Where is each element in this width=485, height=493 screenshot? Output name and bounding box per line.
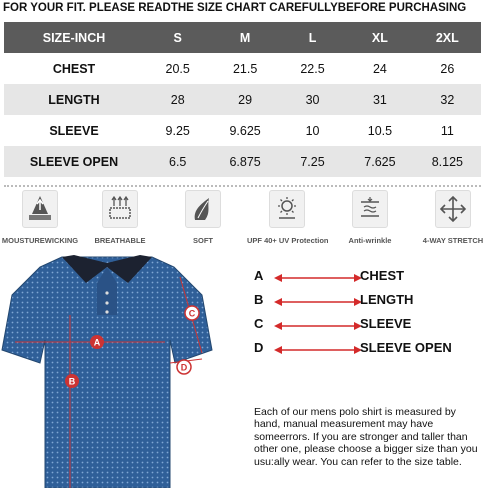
table-cell: 22.5: [300, 61, 325, 76]
double-arrow-icon: [274, 297, 362, 307]
feature-label: UPF 40+ UV Protection: [247, 236, 329, 245]
size-2xl: 2XL: [435, 30, 459, 45]
moisture-wicking-icon: [22, 190, 58, 228]
feature-soft: [163, 190, 243, 245]
feature-label: 4-WAY STRETCH: [422, 236, 484, 245]
breathable-icon: [102, 190, 138, 228]
feature-label: Anti-wrinkle: [348, 236, 392, 245]
legend-letter: D: [254, 340, 264, 355]
table-cell: 6.5: [169, 154, 187, 169]
table-cell: 24: [372, 61, 387, 76]
measurement-note: Each of our mens polo shirt is measured by hand, manual measurement may have someerrors. If you are stronger and taller than other one, please choose a bigger size than you usu:ally wear. You can refer to the size table.: [254, 406, 478, 468]
marker-a: [90, 335, 104, 349]
legend-name: SLEEVE OPEN: [360, 340, 452, 355]
svg-text:B: B: [68, 376, 76, 387]
feature-uv-protection: [247, 190, 327, 245]
double-arrow-icon: [274, 273, 362, 283]
table-cell: 8.125: [431, 154, 463, 169]
table-cell: 10.5: [367, 123, 393, 138]
table-cell: 32: [440, 92, 455, 107]
anti-wrinkle-icon: [352, 190, 388, 228]
table-cell: 10: [305, 123, 320, 138]
size-s: S: [173, 30, 182, 45]
svg-text:C: C: [188, 308, 196, 319]
legend-item: [252, 316, 482, 340]
table-row-chest: [4, 53, 481, 84]
size-inch-label: SIZE-INCH: [42, 30, 106, 45]
table-cell: 30: [305, 92, 320, 107]
legend-item: [252, 292, 482, 316]
legend-name: LENGTH: [360, 292, 414, 307]
measurement-legend: [252, 268, 482, 364]
legend-item: [252, 268, 482, 292]
legend-letter: B: [254, 292, 264, 307]
row-label: SLEEVE: [49, 123, 99, 138]
table-cell: 11: [440, 123, 454, 138]
legend-letter: A: [254, 268, 264, 283]
feature-moisture-wicking: [0, 190, 80, 245]
table-cell: 7.625: [364, 154, 396, 169]
feature-label: MOUSTUREWICKING: [1, 236, 79, 245]
legend-letter: C: [254, 316, 264, 331]
divider: [4, 185, 481, 187]
table-cell: 20.5: [165, 61, 190, 76]
legend-name: CHEST: [360, 268, 405, 283]
marker-d: [177, 360, 191, 374]
size-l: L: [308, 30, 317, 45]
table-row-sleeve-open: [4, 146, 481, 177]
row-label: CHEST: [52, 61, 96, 76]
size-table-header: [4, 22, 481, 53]
svg-text:D: D: [180, 362, 188, 373]
table-cell: 31: [372, 92, 387, 107]
table-cell: 26: [440, 61, 455, 76]
feature-stretch: [413, 190, 485, 245]
row-label: SLEEVE OPEN: [29, 154, 119, 169]
sun-protection-icon: [269, 190, 305, 228]
size-chart-banner: FOR YOUR FIT. PLEASE READTHE SIZE CHART CAREFULLYBEFORE PURCHASING: [3, 2, 467, 14]
size-xl: XL: [371, 30, 388, 45]
double-arrow-icon: [274, 345, 362, 355]
table-cell: 29: [238, 92, 253, 107]
legend-name: SLEEVE: [360, 316, 412, 331]
feature-anti-wrinkle: [330, 190, 410, 245]
table-row-length: [4, 84, 481, 115]
table-cell: 6.875: [229, 154, 261, 169]
table-cell: 21.5: [232, 61, 258, 76]
marker-b: [65, 374, 79, 388]
table-cell: 9.25: [165, 123, 190, 138]
polo-shirt-diagram: [0, 255, 215, 488]
svg-text:A: A: [93, 337, 101, 348]
size-m: M: [239, 30, 251, 45]
feature-label: BREATHABLE: [94, 236, 146, 245]
feature-breathable: [80, 190, 160, 245]
row-label: LENGTH: [48, 92, 100, 107]
double-arrow-icon: [274, 321, 362, 331]
table-cell: 7.25: [300, 154, 325, 169]
feature-icons: [0, 190, 485, 250]
feature-label: SOFT: [193, 236, 213, 245]
legend-item: [252, 340, 482, 364]
marker-c: [185, 306, 199, 320]
size-table: [4, 22, 481, 177]
soft-icon: [185, 190, 221, 228]
table-cell: 9.625: [229, 123, 261, 138]
stretch-icon: [435, 190, 471, 228]
table-row-sleeve: [4, 115, 481, 146]
table-cell: 28: [170, 92, 185, 107]
